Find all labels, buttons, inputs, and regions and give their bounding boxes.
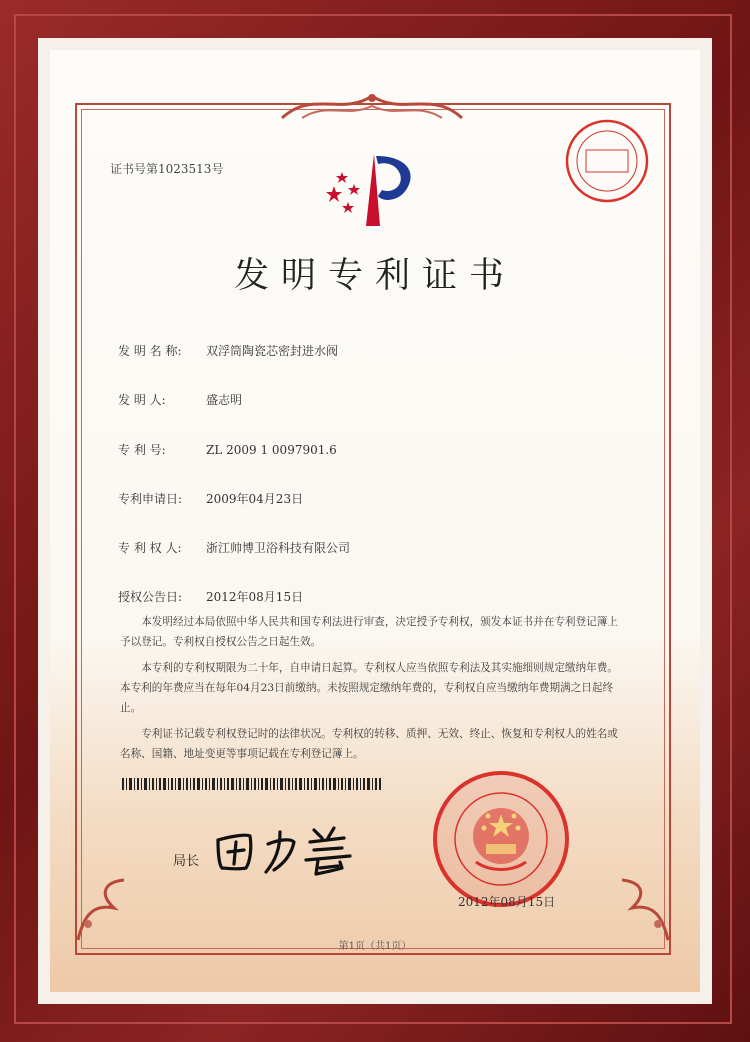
invention-name-value: 双浮筒陶瓷芯密封进水阀 <box>206 344 339 358</box>
page-number: 第1页（共1页） <box>338 941 412 952</box>
barcode <box>122 778 382 790</box>
field-invention-name <box>118 342 338 359</box>
issue-date: 2012年08月15日 <box>458 895 556 909</box>
field-patent-number <box>118 441 337 458</box>
field-filing-date <box>118 490 303 507</box>
director-label: 局长 <box>173 854 200 869</box>
official-seal <box>432 770 570 908</box>
director-signature <box>210 818 370 878</box>
patent-number-value: ZL 2009 1 0097901.6 <box>206 443 337 457</box>
grant-date-label: 授权公告日: <box>118 590 183 604</box>
grant-date-value: 2012年08月15日 <box>206 590 304 604</box>
corner-ornament-icon <box>602 874 672 944</box>
patent-number-label: 专 利 号: <box>118 443 166 457</box>
top-ornament-icon <box>272 88 472 124</box>
certificate-title: 发明专利证书 <box>233 256 516 296</box>
filing-date-label: 专利申请日: <box>118 492 183 506</box>
patent-office-logo-icon <box>320 150 430 230</box>
body-paragraph: 专利证书记载专利权登记时的法律状况。专利权的转移、质押、无效、终止、恢复和专利权人的姓名或名称、国籍、地址变更等事项记载在专利登记簿上。 <box>120 728 618 760</box>
invention-name-label: 发 明 名 称: <box>118 344 182 358</box>
body-paragraph: 本专利的专利权期限为二十年，自申请日起算。专利权人应当依照专利法及其实施细则规定缴纳年费。本专利的年费应当在每年04月23日前缴纳。未按照规定缴纳年费的，专利权自应当缴纳年费期满之日起终止。 <box>120 662 618 714</box>
inventor-value: 盛志明 <box>206 393 243 407</box>
certificate-border-inner <box>81 109 665 949</box>
patentee-label: 专 利 权 人: <box>118 541 182 555</box>
corner-ornament-icon <box>74 874 144 944</box>
body-paragraph: 本发明经过本局依照中华人民共和国专利法进行审查，决定授予专利权，颁发本证书并在专利登记簿上予以登记。专利权自授权公告之日起生效。 <box>120 616 618 648</box>
certificate-body-text <box>120 612 620 770</box>
patentee-value: 浙江帅博卫浴科技有限公司 <box>206 541 351 555</box>
field-grant-date <box>118 588 303 605</box>
filing-date-value: 2009年04月23日 <box>206 492 304 506</box>
certificate-number: 证书号第1023513号 <box>110 162 224 176</box>
field-patentee <box>118 539 350 556</box>
field-inventor <box>118 391 242 408</box>
notary-stamp <box>564 118 650 204</box>
inventor-label: 发 明 人: <box>118 393 166 407</box>
